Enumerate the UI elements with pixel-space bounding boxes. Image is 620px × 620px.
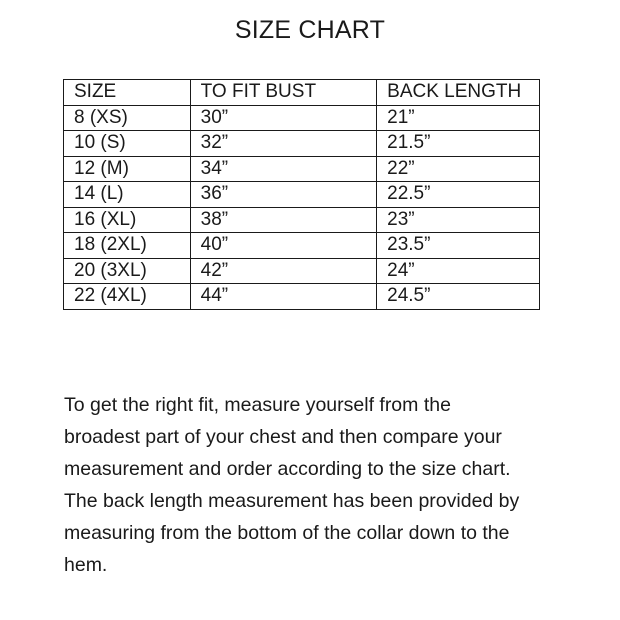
table-row [64,156,540,182]
instruction-line: hem. [64,554,108,576]
instruction-line: measurement and order according to the size chart. [64,458,511,480]
back-length-cell: 21” [377,105,540,131]
size-chart-table [63,79,540,310]
table-header-row [64,80,540,106]
bust-cell: 38” [190,207,377,233]
header-size: SIZE [64,80,191,106]
bust-cell: 42” [190,258,377,284]
size-cell: 16 (XL) [64,207,191,233]
table-row [64,131,540,157]
bust-cell: 40” [190,233,377,259]
table-row [64,233,540,259]
table-row [64,207,540,233]
fit-instructions [64,389,584,581]
size-cell: 20 (3XL) [64,258,191,284]
instruction-line: To get the right fit, measure yourself from the [64,394,451,416]
back-length-cell: 24.5” [377,284,540,310]
table-row [64,105,540,131]
header-back-length: BACK LENGTH [377,80,540,106]
bust-cell: 30” [190,105,377,131]
instruction-line: measuring from the bottom of the collar down to the [64,522,510,544]
back-length-cell: 23.5” [377,233,540,259]
back-length-cell: 23” [377,207,540,233]
bust-cell: 36” [190,182,377,208]
bust-cell: 32” [190,131,377,157]
back-length-cell: 22.5” [377,182,540,208]
page-title: SIZE CHART [234,16,386,44]
size-cell: 22 (4XL) [64,284,191,310]
bust-cell: 44” [190,284,377,310]
bust-cell: 34” [190,156,377,182]
table-row [64,182,540,208]
size-cell: 18 (2XL) [64,233,191,259]
back-length-cell: 22” [377,156,540,182]
back-length-cell: 21.5” [377,131,540,157]
table-row [64,284,540,310]
instruction-line: broadest part of your chest and then compare your [64,426,502,448]
size-cell: 10 (S) [64,131,191,157]
size-cell: 12 (M) [64,156,191,182]
header-to-fit-bust: TO FIT BUST [190,80,377,106]
size-cell: 8 (XS) [64,105,191,131]
back-length-cell: 24” [377,258,540,284]
instruction-line: The back length measurement has been provided by [64,490,520,512]
table-row [64,258,540,284]
size-cell: 14 (L) [64,182,191,208]
